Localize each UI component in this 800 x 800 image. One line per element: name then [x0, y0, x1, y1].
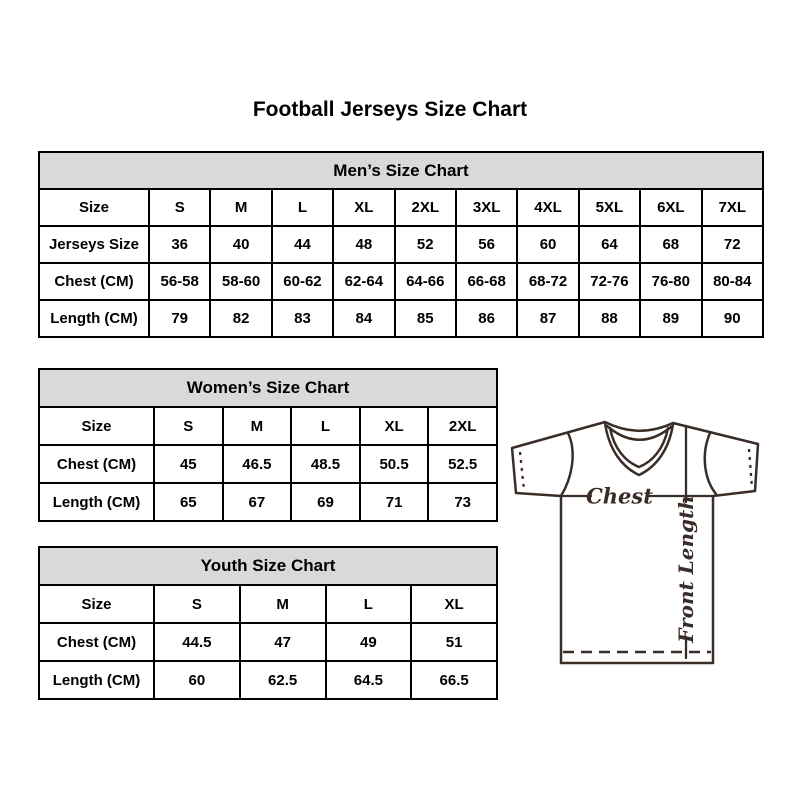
value-cell: 72: [702, 226, 763, 263]
row-label: Size: [39, 189, 149, 226]
value-cell: XL: [333, 189, 394, 226]
value-cell: 7XL: [702, 189, 763, 226]
value-cell: 73: [428, 483, 497, 521]
table-row: [39, 661, 497, 699]
value-cell: 68: [640, 226, 701, 263]
value-cell: 84: [333, 300, 394, 337]
value-cell: 47: [240, 623, 326, 661]
jersey-outline: [512, 422, 758, 663]
value-cell: 88: [579, 300, 640, 337]
value-cell: 66.5: [411, 661, 497, 699]
value-cell: 67: [223, 483, 292, 521]
value-cell: S: [154, 407, 223, 445]
value-cell: XL: [360, 407, 429, 445]
value-cell: 86: [456, 300, 517, 337]
table-row: [39, 623, 497, 661]
value-cell: 58-60: [210, 263, 271, 300]
table-row: [39, 189, 763, 226]
value-cell: 62-64: [333, 263, 394, 300]
value-cell: 40: [210, 226, 271, 263]
table-row: [39, 407, 497, 445]
row-label: Jerseys Size: [39, 226, 149, 263]
row-label: Size: [39, 585, 154, 623]
row-label: Length (CM): [39, 300, 149, 337]
value-cell: XL: [411, 585, 497, 623]
value-cell: 44: [272, 226, 333, 263]
front-length-measure-label: Front Length: [674, 495, 698, 643]
value-cell: M: [240, 585, 326, 623]
table-row: [39, 585, 497, 623]
value-cell: 76-80: [640, 263, 701, 300]
value-cell: 68-72: [517, 263, 578, 300]
chest-measure-label: Chest: [586, 483, 653, 509]
value-cell: 49: [326, 623, 412, 661]
value-cell: M: [223, 407, 292, 445]
value-cell: L: [272, 189, 333, 226]
youth-size-table: [38, 546, 498, 700]
value-cell: 64-66: [395, 263, 456, 300]
row-label: Chest (CM): [39, 263, 149, 300]
jersey-measurement-diagram: [505, 400, 775, 690]
value-cell: 69: [291, 483, 360, 521]
value-cell: 4XL: [517, 189, 578, 226]
value-cell: 60: [517, 226, 578, 263]
value-cell: 64: [579, 226, 640, 263]
value-cell: 64.5: [326, 661, 412, 699]
womens-size-table: [38, 368, 498, 522]
value-cell: 90: [702, 300, 763, 337]
value-cell: 6XL: [640, 189, 701, 226]
value-cell: 56: [456, 226, 517, 263]
table-row: [39, 263, 763, 300]
value-cell: 46.5: [223, 445, 292, 483]
page-title: Football Jerseys Size Chart: [252, 98, 528, 121]
value-cell: 45: [154, 445, 223, 483]
row-label: Length (CM): [39, 661, 154, 699]
value-cell: 60: [154, 661, 240, 699]
value-cell: 48: [333, 226, 394, 263]
table-title: Men’s Size Chart: [39, 152, 763, 189]
value-cell: 3XL: [456, 189, 517, 226]
row-label: Size: [39, 407, 154, 445]
table-row: [39, 445, 497, 483]
value-cell: 50.5: [360, 445, 429, 483]
value-cell: 82: [210, 300, 271, 337]
value-cell: 79: [149, 300, 210, 337]
row-label: Chest (CM): [39, 623, 154, 661]
row-label: Chest (CM): [39, 445, 154, 483]
table-row: [39, 300, 763, 337]
value-cell: 2XL: [395, 189, 456, 226]
table-row: [39, 226, 763, 263]
value-cell: 80-84: [702, 263, 763, 300]
table-row: [39, 483, 497, 521]
value-cell: 52.5: [428, 445, 497, 483]
value-cell: 56-58: [149, 263, 210, 300]
value-cell: S: [149, 189, 210, 226]
value-cell: S: [154, 585, 240, 623]
value-cell: 83: [272, 300, 333, 337]
value-cell: 87: [517, 300, 578, 337]
value-cell: L: [291, 407, 360, 445]
table-title: Youth Size Chart: [39, 547, 497, 585]
value-cell: 52: [395, 226, 456, 263]
value-cell: 36: [149, 226, 210, 263]
value-cell: 72-76: [579, 263, 640, 300]
value-cell: 60-62: [272, 263, 333, 300]
value-cell: 51: [411, 623, 497, 661]
value-cell: 48.5: [291, 445, 360, 483]
row-label: Length (CM): [39, 483, 154, 521]
mens-size-table: [38, 151, 764, 338]
value-cell: 66-68: [456, 263, 517, 300]
table-title: Women’s Size Chart: [39, 369, 497, 407]
value-cell: 44.5: [154, 623, 240, 661]
value-cell: M: [210, 189, 271, 226]
value-cell: 89: [640, 300, 701, 337]
value-cell: 2XL: [428, 407, 497, 445]
value-cell: L: [326, 585, 412, 623]
value-cell: 62.5: [240, 661, 326, 699]
jersey-illustration: [505, 400, 775, 690]
value-cell: 65: [154, 483, 223, 521]
value-cell: 5XL: [579, 189, 640, 226]
value-cell: 71: [360, 483, 429, 521]
value-cell: 85: [395, 300, 456, 337]
